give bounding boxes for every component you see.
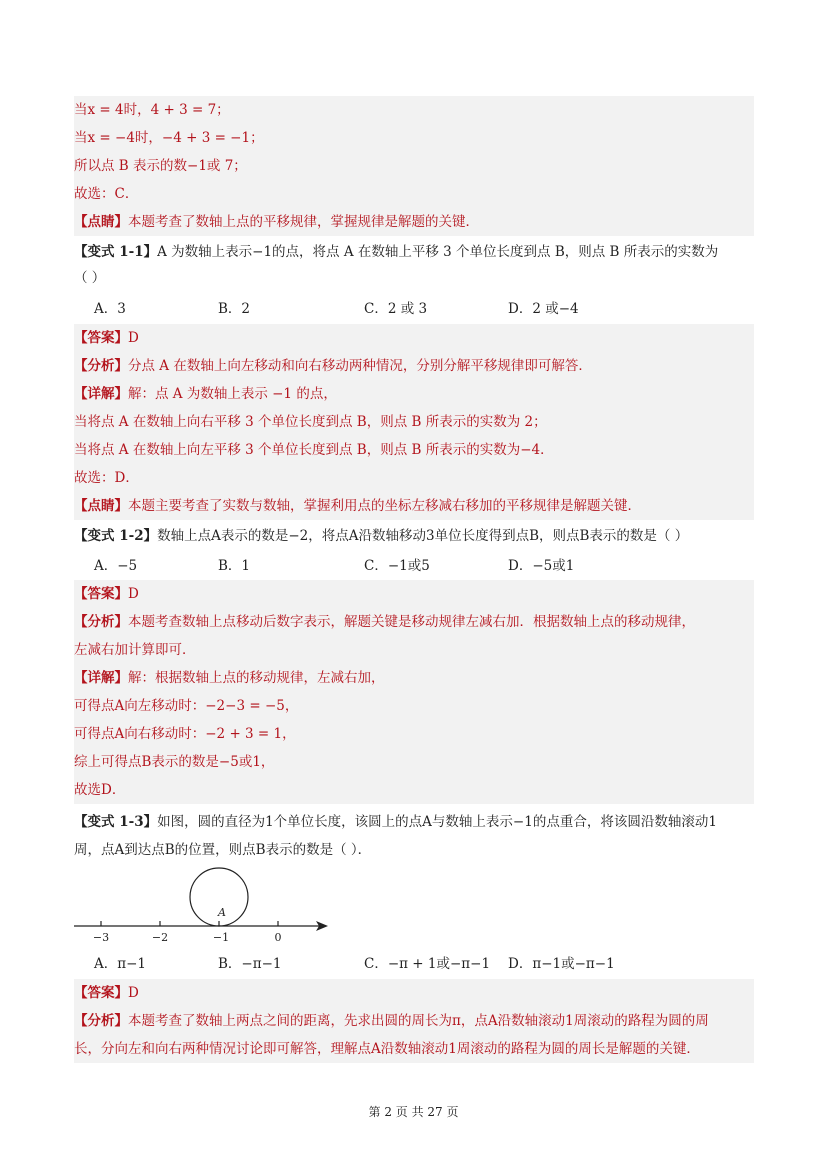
variant-1-3-tag: 【变式 1-3】 [74, 814, 158, 830]
option-d: D．−5或1 [508, 558, 575, 574]
option-b: B．2 [218, 301, 251, 317]
comment-text: 本题考查了数轴上点的平移规律，掌握规律是解题的关键． [128, 214, 479, 230]
analysis-text: 本题考查了数轴上两点之间的距离，先求出圆的周长为π，点A沿数轴滚动1周滚动的路程为圆的周 [128, 1013, 709, 1029]
option-b: B．−π−1 [218, 956, 282, 972]
tick-label: −2 [151, 931, 169, 944]
option-d: D．π−1或−π−1 [508, 956, 615, 972]
option-a: A．π−1 [94, 956, 147, 972]
analysis-text: 本题考查数轴上点移动后数字表示，解题关键是移动规律左减右加．根据数轴上点的移动规律， [128, 614, 695, 630]
detail-text: 解：根据数轴上点的移动规律，左减右加， [128, 670, 385, 686]
tick-label: −3 [92, 931, 110, 944]
comment-tag: 【点睛】 [74, 498, 128, 514]
variant-1-2-analysis-2: 左减右加计算即可． [74, 636, 754, 664]
detail-tag: 【详解】 [74, 386, 128, 402]
number-line-figure [70, 866, 340, 946]
answer-tag: 【答案】 [74, 586, 128, 602]
variant-1-1-answer [74, 324, 754, 352]
option-c: C．−1或5 [364, 558, 430, 574]
variant-1-3-analysis-1 [74, 1007, 754, 1035]
option-c: C．−π + 1或−π−1 [364, 956, 491, 972]
solution-line-4: 故选：C． [74, 180, 754, 208]
variant-1-1-comment [74, 492, 754, 520]
option-a: A．−5 [94, 558, 138, 574]
page-footer: 第 2 页 共 27 页 [368, 1105, 459, 1119]
variant-1-1-question-bracket: （ ） [74, 270, 106, 286]
answer-tag: 【答案】 [74, 330, 128, 346]
variant-1-3-analysis-2: 长，分向左和向右两种情况讨论即可解答，理解点A沿数轴滚动1周滚动的路程为圆的周长是解题的关键． [74, 1035, 754, 1063]
answer-tag: 【答案】 [74, 985, 128, 1001]
comment-line [74, 208, 754, 236]
variant-1-3-question-text: 如图，圆的直径为1个单位长度，该圆上的点A与数轴上表示−1的点重合，将该圆沿数轴滚动1 [157, 814, 717, 830]
comment-tag: 【点睛】 [74, 214, 128, 230]
variant-1-1-detail-4: 故选：D． [74, 464, 754, 492]
option-c: C．2 或 3 [364, 301, 428, 317]
variant-1-2-detail-2: 可得点A向左移动时：−2−3 = −5， [74, 692, 754, 720]
tick-label: 0 [274, 931, 282, 944]
variant-1-2-question [74, 522, 754, 550]
variant-1-2-detail-4: 综上可得点B表示的数是−5或1， [74, 748, 754, 776]
variant-1-3-answer [74, 979, 754, 1007]
variant-1-1-question [74, 238, 754, 266]
answer-value: D [128, 330, 139, 346]
variant-1-1-detail-2: 当将点 A 在数轴上向右平移 3 个单位长度到点 B，则点 B 所表示的实数为 2； [74, 408, 754, 436]
variant-1-1-detail-1 [74, 380, 754, 408]
solution-line-2: 当x = −4时，−4 + 3 = −1； [74, 124, 754, 152]
analysis-text: 分点 A 在数轴上向左移动和向右移动两种情况，分别分解平移规律即可解答． [128, 358, 592, 374]
solution-line-1: 当x = 4时，4 + 3 = 7； [74, 96, 754, 124]
variant-1-3-question-2: 周，点A到达点B的位置，则点B表示的数是（ ）． [74, 842, 372, 858]
variant-1-2-tag: 【变式 1-2】 [74, 528, 158, 544]
point-a-label: A [218, 906, 226, 919]
analysis-tag: 【分析】 [74, 1013, 128, 1029]
comment-text: 本题主要考查了实数与数轴，掌握利用点的坐标左移减右移加的平移规律是解题关键． [128, 498, 641, 514]
option-a: A．3 [94, 301, 126, 317]
answer-value: D [128, 586, 139, 602]
variant-1-1-analysis [74, 352, 754, 380]
tick-label: −1 [212, 931, 230, 944]
detail-text: 解：点 A 为数轴上表示 −1 的点， [128, 386, 337, 402]
variant-1-2-answer [74, 580, 754, 608]
option-d: D．2 或−4 [508, 301, 579, 317]
variant-1-1-tag: 【变式 1-1】 [74, 244, 158, 260]
solution-line-3: 所以点 B 表示的数−1或 7； [74, 152, 754, 180]
variant-1-1-options [74, 296, 754, 322]
option-b: B．1 [218, 558, 251, 574]
detail-tag: 【详解】 [74, 670, 128, 686]
variant-1-1-detail-3: 当将点 A 在数轴上向左平移 3 个单位长度到点 B，则点 B 所表示的实数为−4． [74, 436, 754, 464]
variant-1-2-detail-5: 故选D． [74, 776, 754, 804]
variant-1-2-analysis-1 [74, 608, 754, 636]
variant-1-2-detail-1 [74, 664, 754, 692]
analysis-tag: 【分析】 [74, 358, 128, 374]
variant-1-3-question [74, 808, 754, 836]
analysis-tag: 【分析】 [74, 614, 128, 630]
variant-1-2-detail-3: 可得点A向右移动时：−2 + 3 = 1， [74, 720, 754, 748]
variant-1-2-question-text: 数轴上点A表示的数是−2，将点A沿数轴移动3单位长度得到点B，则点B表示的数是（ ） [157, 528, 689, 544]
variant-1-3-options [74, 951, 754, 977]
variant-1-1-question-text: A 为数轴上表示−1的点，将点 A 在数轴上平移 3 个单位长度到点 B，则点 B 所表示的实数为 [157, 244, 719, 260]
variant-1-2-options [74, 553, 754, 579]
answer-value: D [128, 985, 139, 1001]
